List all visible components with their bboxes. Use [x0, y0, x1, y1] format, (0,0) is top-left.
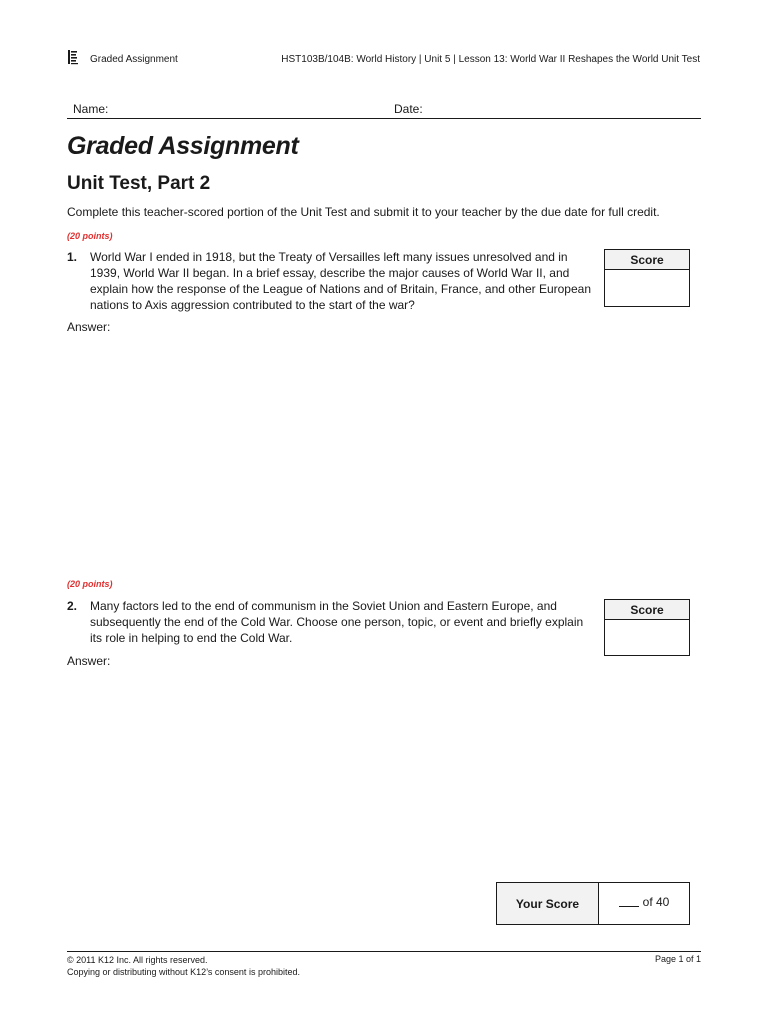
date-label: Date: [394, 102, 423, 116]
score-blank-line [619, 896, 639, 907]
total-score-label: Your Score [497, 883, 599, 924]
question-1-text: World War I ended in 1918, but the Treaty of Versailles left many issues unresolved and in 1939, World War II began. In a brief essay, describe the major causes of World War II, and explain how the response of the League of Nations and of Britain, France, and other European nations to Axis aggression contributed to the start of the war? [90, 250, 591, 312]
total-score-value[interactable] [599, 883, 689, 924]
question-1-score-label: Score [605, 250, 689, 270]
name-label: Name: [73, 102, 109, 116]
page-subtitle: Unit Test, Part 2 [67, 173, 211, 194]
header-course-info: HST103B/104B: World History | Unit 5 | Lesson 13: World War II Reshapes the World Unit Test [281, 54, 700, 65]
question-2-points: (20 points) [67, 579, 113, 589]
total-score-of: of 40 [642, 894, 670, 909]
question-2-score-box[interactable] [604, 599, 690, 656]
total-score-box[interactable] [496, 882, 690, 925]
question-1-points: (20 points) [67, 231, 113, 241]
footer-legal [67, 954, 300, 978]
footer-notice: Copying or distributing without K12’s consent is prohibited. [67, 967, 300, 977]
page-title: Graded Assignment [67, 132, 299, 160]
document-list-icon [67, 49, 79, 65]
footer-page-number: Page 1 of 1 [654, 954, 701, 964]
question-1-score-box[interactable] [604, 249, 690, 307]
name-date-line[interactable] [67, 102, 701, 119]
footer-copyright: © 2011 K12 Inc. All rights reserved. [67, 955, 208, 965]
question-2-number: 2. [67, 599, 78, 613]
question-2-answer-label: Answer: [67, 654, 111, 668]
question-1-number: 1. [67, 250, 78, 264]
question-2-text: Many factors led to the end of communism in the Soviet Union and Eastern Europe, and subsequently the end of the Cold War. Choose one person, topic, or event and briefly explain its role in helping to end the Cold War. [90, 599, 584, 645]
header-doc-type: Graded Assignment [90, 54, 178, 65]
footer-divider [67, 951, 701, 952]
instructions-text: Complete this teacher-scored portion of the Unit Test and submit it to your teacher by the due date for full credit. [67, 205, 660, 219]
question-2-score-label: Score [605, 600, 689, 620]
question-1-answer-label: Answer: [67, 320, 111, 334]
